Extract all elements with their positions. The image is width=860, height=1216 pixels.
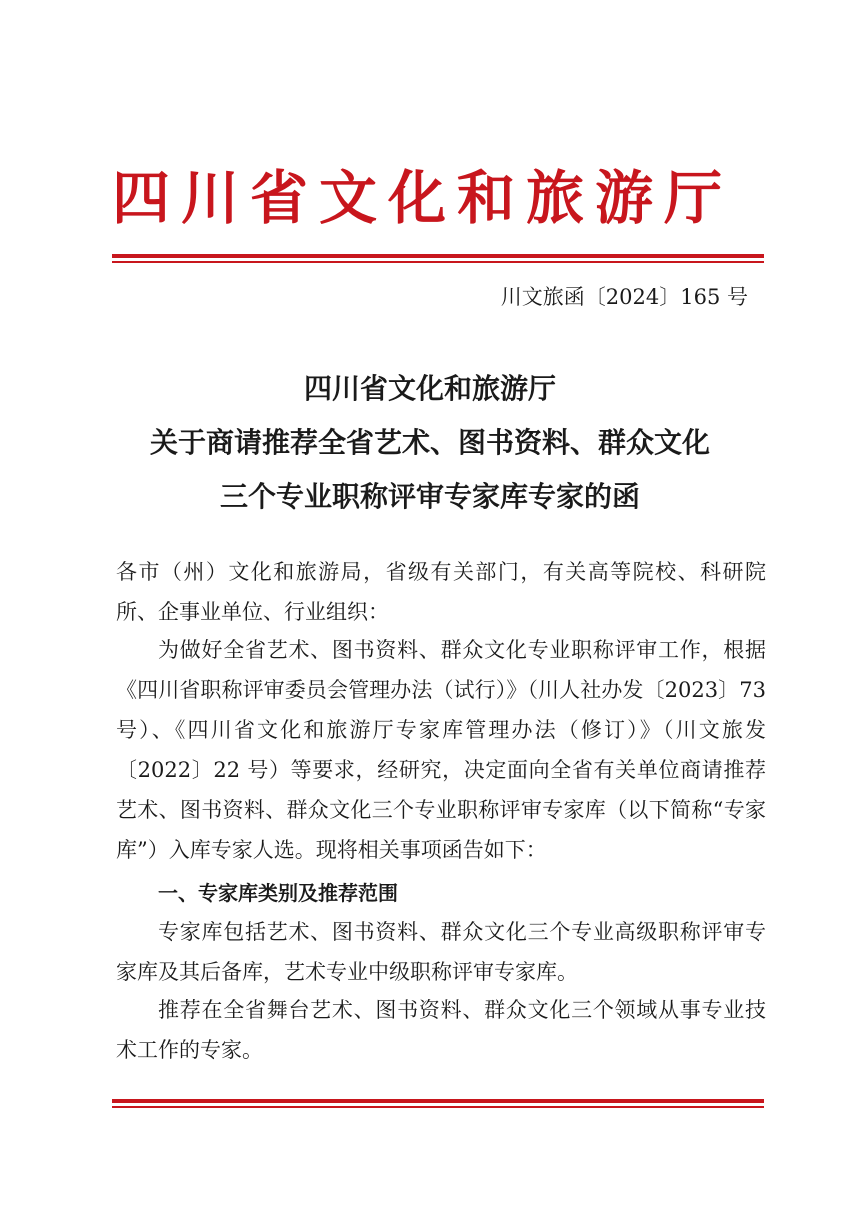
addressee: 各市（州）文化和旅游局，省级有关部门，有关高等院校、科研院所、企事业单位、行业组织： <box>116 560 766 624</box>
section-1-paragraph-2: 推荐在全省舞台艺术、图书资料、群众文化三个领域从事专业技术工作的专家。 <box>116 998 766 1062</box>
title-line-1: 四川省文化和旅游厅 <box>303 372 556 405</box>
footer-rule-thin <box>112 1106 764 1108</box>
section-1-heading: 一、专家库类别及推荐范围 <box>158 881 398 905</box>
title-line-2: 关于商请推荐全省艺术、图书资料、群众文化 <box>149 426 710 459</box>
title-line-3: 三个专业职称评审专家库专家的函 <box>219 480 640 513</box>
intro-paragraph: 为做好全省艺术、图书资料、群众文化专业职称评审工作，根据《四川省职称评审委员会管理办法（试行）》（川人社办发〔2023〕73 号）、《四川省文化和旅游厅专家库管理办法（修订）》（川文旅发〔2022〕22 号）等要求，经研究，决定面向全省有关单位商请推荐艺术、图书资料、群众文化三个专业职称评审专家库（以下简称“专家库”）入库专家人选。现将相关事项函告如下： <box>116 638 766 862</box>
footer-rule-thick <box>112 1099 764 1103</box>
section-1-paragraph-2-block <box>116 990 766 1070</box>
section-1-paragraph-1: 专家库包括艺术、图书资料、群众文化三个专业高级职称评审专家库及其后备库，艺术专业中级职称评审专家库。 <box>116 920 766 984</box>
section-heading-block <box>116 873 766 913</box>
addressee-block <box>116 552 766 632</box>
intro-block <box>116 630 766 870</box>
letterhead-title: 四川省文化和旅游厅 <box>112 164 734 232</box>
letterhead-rule-thick <box>112 254 764 258</box>
letterhead-rule-thin <box>112 261 764 263</box>
document-title <box>80 362 780 524</box>
document-number: 川文旅函〔2024〕165 号 <box>500 285 748 309</box>
section-1-paragraph-1-block <box>116 912 766 992</box>
